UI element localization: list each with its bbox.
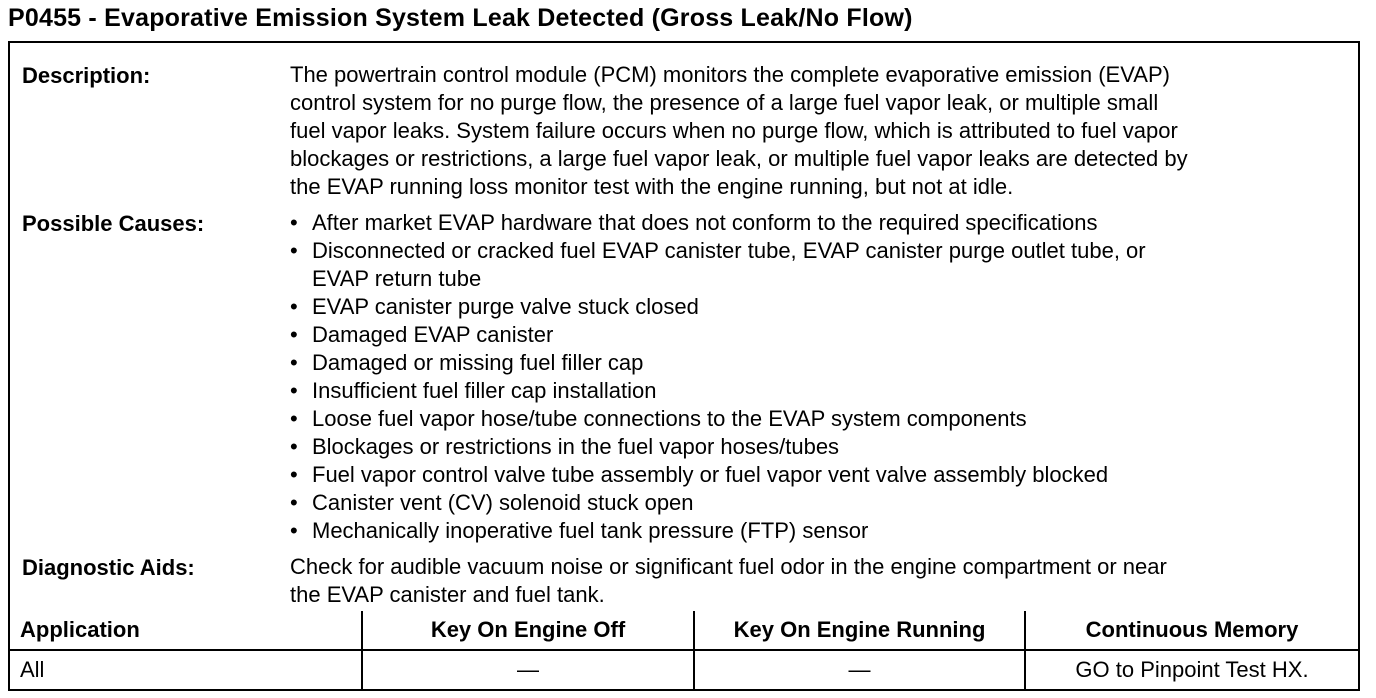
table-header-row <box>10 611 1358 650</box>
table-row <box>10 650 1358 689</box>
description-line: fuel vapor leaks. System failure occurs when no purge flow, which is attributed to fuel vapor <box>290 118 1178 143</box>
cause-item: • Fuel vapor control valve tube assembly or fuel vapor vent valve assembly blocked <box>290 461 1146 489</box>
cell-koer: — <box>694 650 1025 689</box>
cause-item: • Damaged or missing fuel filler cap <box>290 349 1146 377</box>
description-line: control system for no purge flow, the presence of a large fuel vapor leak, or multiple small <box>290 90 1159 115</box>
cause-item: • After market EVAP hardware that does not conform to the required specifications <box>290 209 1146 237</box>
cause-item: • Mechanically inoperative fuel tank pressure (FTP) sensor <box>290 517 1146 545</box>
cause-item: • Damaged EVAP canister <box>290 321 1146 349</box>
possible-causes-list <box>290 209 1146 545</box>
cause-item: • Insufficient fuel filler cap installation <box>290 377 1146 405</box>
cell-continuous-memory: GO to Pinpoint Test HX. <box>1025 650 1358 689</box>
description-line: the EVAP running loss monitor test with the engine running, but not at idle. <box>290 174 1014 199</box>
description-text <box>290 61 1188 201</box>
header-continuous-memory: Continuous Memory <box>1025 611 1358 650</box>
possible-causes-label: Possible Causes: <box>22 211 205 236</box>
diagnostic-aids-text <box>290 553 1167 609</box>
dtc-info-table <box>8 41 1360 691</box>
description-label: Description: <box>22 63 151 88</box>
cause-item: • Loose fuel vapor hose/tube connections to the EVAP system components <box>290 405 1146 433</box>
cause-item: • EVAP canister purge valve stuck closed <box>290 293 1146 321</box>
diagnostic-aids-label: Diagnostic Aids: <box>22 555 195 580</box>
description-line: The powertrain control module (PCM) monitors the complete evaporative emission (EVAP) <box>290 62 1170 87</box>
cause-item: • Disconnected or cracked fuel EVAP canister tube, EVAP canister purge outlet tube, or EVAP return tube <box>290 237 1146 293</box>
header-koer: Key On Engine Running <box>694 611 1025 650</box>
cause-item: • Canister vent (CV) solenoid stuck open <box>290 489 1146 517</box>
cell-koeo: — <box>362 650 694 689</box>
header-application: Application <box>10 611 362 650</box>
cause-item: • Blockages or restrictions in the fuel vapor hoses/tubes <box>290 433 1146 461</box>
description-line: blockages or restrictions, a large fuel vapor leak, or multiple fuel vapor leaks are detected by <box>290 146 1188 171</box>
header-koeo: Key On Engine Off <box>362 611 694 650</box>
page-title: P0455 - Evaporative Emission System Leak Detected (Gross Leak/No Flow) <box>8 4 913 32</box>
diagnostic-aids-line: the EVAP canister and fuel tank. <box>290 582 605 607</box>
test-applicability-table <box>10 611 1358 689</box>
cell-application: All <box>10 650 362 689</box>
cause-continuation: EVAP return tube <box>312 266 482 291</box>
diagnostic-aids-line: Check for audible vacuum noise or significant fuel odor in the engine compartment or near <box>290 554 1167 579</box>
